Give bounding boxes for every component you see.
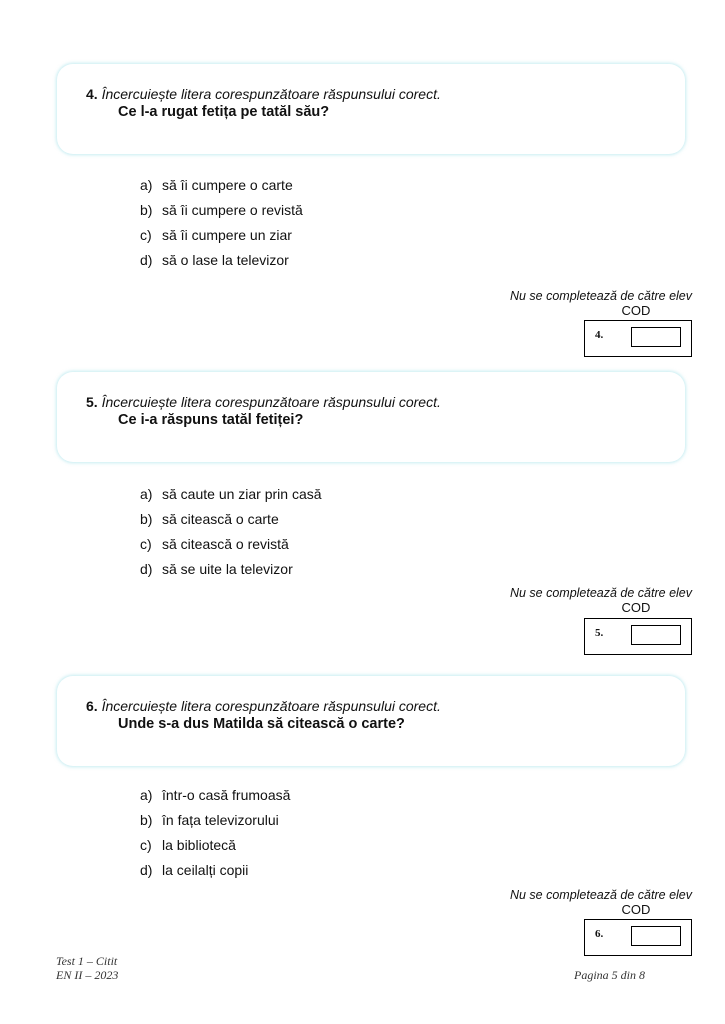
question-5-text: Ce i-a răspuns tatăl fetiței? <box>118 412 304 428</box>
option-text: într-o casă frumoasă <box>162 787 291 803</box>
option-letter: a) <box>140 177 153 193</box>
option-4a[interactable] <box>140 177 303 202</box>
option-letter: c) <box>140 837 152 853</box>
question-6-code-field <box>631 926 681 946</box>
option-text: în fața televizorului <box>162 812 279 828</box>
option-letter: b) <box>140 202 153 218</box>
question-6-text: Unde s-a dus Matilda să citească o carte? <box>118 716 405 732</box>
footer-exam: EN II – 2023 <box>56 968 119 982</box>
option-text: să o lase la televizor <box>162 252 289 268</box>
option-text: la bibliotecă <box>162 837 236 853</box>
option-text: să îi cumpere o revistă <box>162 202 303 218</box>
option-5b[interactable] <box>140 511 322 536</box>
question-5-code-field <box>631 625 681 645</box>
footer-page-number: Pagina 5 din 8 <box>574 968 645 982</box>
option-letter: d) <box>140 561 153 577</box>
option-letter: d) <box>140 252 153 268</box>
option-letter: c) <box>140 227 152 243</box>
option-text: la ceilalți copii <box>162 862 249 878</box>
option-text: să citească o revistă <box>162 536 289 552</box>
option-letter: c) <box>140 536 152 552</box>
option-4d[interactable] <box>140 252 303 277</box>
question-6-instruction-line <box>86 698 441 714</box>
option-text: să citească o carte <box>162 511 279 527</box>
question-4-cod-label: COD <box>621 303 651 318</box>
question-4-options <box>140 177 303 277</box>
question-4-instruction: Încercuiește litera corespunzătoare răspunsului corect. <box>101 86 441 102</box>
question-4-number: 4. <box>86 86 98 102</box>
question-4-code-box <box>584 320 692 357</box>
question-4-code-field <box>631 327 681 347</box>
option-5a[interactable] <box>140 486 322 511</box>
footer-test-name: Test 1 – Citit <box>56 954 118 968</box>
option-letter: a) <box>140 486 153 502</box>
question-5-options <box>140 486 322 586</box>
option-text: să caute un ziar prin casă <box>162 486 322 502</box>
option-4b[interactable] <box>140 202 303 227</box>
question-5-cod-label: COD <box>621 600 651 615</box>
question-6-code-box <box>584 919 692 956</box>
question-6-options <box>140 787 290 887</box>
option-letter: b) <box>140 812 153 828</box>
question-6-instruction: Încercuiește litera corespunzătoare răspunsului corect. <box>101 698 441 714</box>
question-4-instruction-line <box>86 86 441 102</box>
option-letter: a) <box>140 787 153 803</box>
question-6-code-number: 6. <box>595 928 604 940</box>
option-5d[interactable] <box>140 561 322 586</box>
question-4-grader-note: Nu se completează de către elev <box>509 289 692 303</box>
question-5-code-box <box>584 618 692 655</box>
question-4-text: Ce l-a rugat fetița pe tatăl său? <box>118 104 330 120</box>
option-letter: b) <box>140 511 153 527</box>
question-5-box <box>57 372 685 462</box>
question-5-code-number: 5. <box>595 627 604 639</box>
question-5-number: 5. <box>86 394 98 410</box>
option-6d[interactable] <box>140 862 290 887</box>
question-4-box <box>57 64 685 154</box>
option-6c[interactable] <box>140 837 290 862</box>
question-6-number: 6. <box>86 698 98 714</box>
option-4c[interactable] <box>140 227 303 252</box>
option-text: să se uite la televizor <box>162 561 293 577</box>
option-letter: d) <box>140 862 153 878</box>
option-text: să îi cumpere un ziar <box>162 227 292 243</box>
option-5c[interactable] <box>140 536 322 561</box>
question-6-cod-label: COD <box>621 902 651 917</box>
option-text: să îi cumpere o carte <box>162 177 293 193</box>
option-6b[interactable] <box>140 812 290 837</box>
option-6a[interactable] <box>140 787 290 812</box>
question-5-instruction: Încercuiește litera corespunzătoare răspunsului corect. <box>101 394 441 410</box>
question-5-instruction-line <box>86 394 441 410</box>
question-5-grader-note: Nu se completează de către elev <box>509 586 692 600</box>
question-4-code-number: 4. <box>595 329 604 341</box>
question-6-box <box>57 676 685 766</box>
question-6-grader-note: Nu se completează de către elev <box>509 888 692 902</box>
